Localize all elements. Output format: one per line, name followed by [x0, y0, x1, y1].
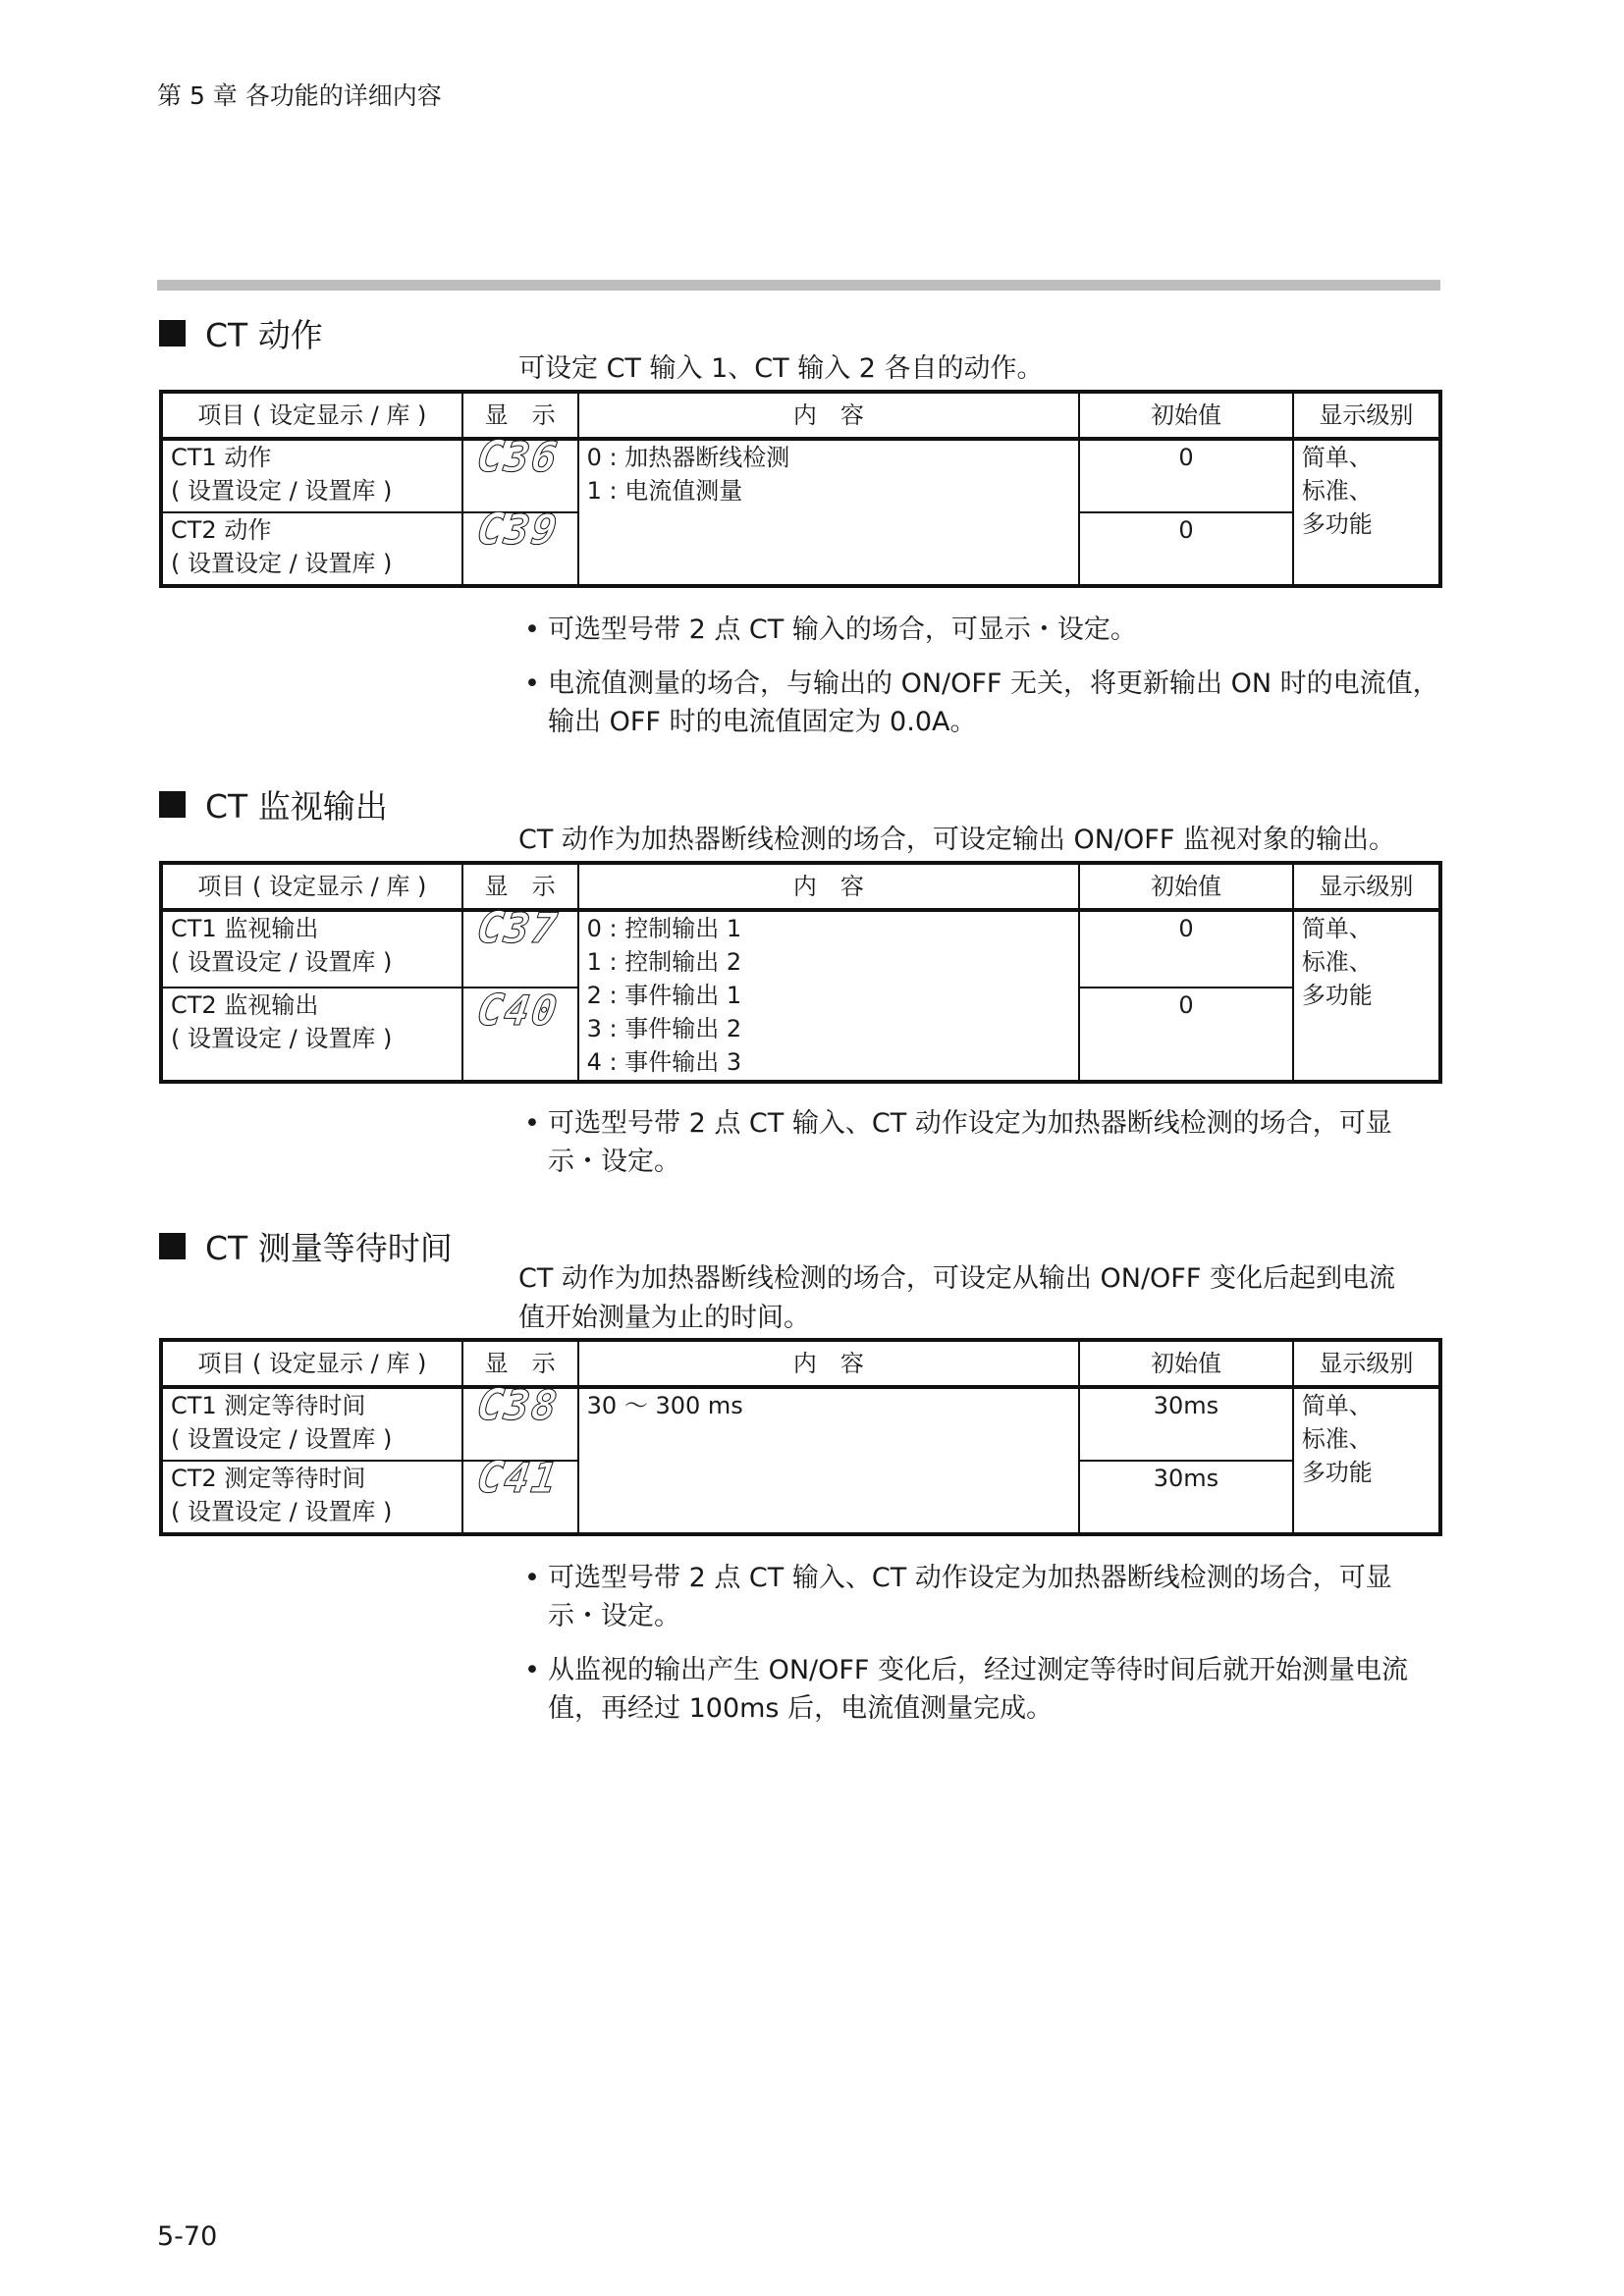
note-line: 可选型号带 2 点 CT 输入、CT 动作设定为加热器断线检测的场合，可显	[548, 1563, 1392, 1593]
item-cell	[161, 439, 462, 512]
col-header-item: 项目 ( 设定显示 / 库 )	[161, 1340, 462, 1387]
note-line: 电流值测量的场合，与输出的 ON/OFF 无关，将更新输出 ON 时的电流值，	[548, 668, 1439, 699]
section-intro	[518, 349, 1443, 389]
segment-prefix: C	[473, 986, 509, 1036]
col-header-display: 显 示	[462, 392, 578, 439]
intro-line: 可设定 CT 输入 1、CT 输入 2 各自的动作。	[518, 353, 1044, 384]
level-text: 标准、	[1301, 1425, 1373, 1453]
display-cell	[462, 988, 578, 1082]
item-subtitle: ( 设置设定 / 设置库 )	[171, 1498, 393, 1525]
level-text: 简单、	[1301, 1392, 1373, 1419]
note-item	[524, 665, 1467, 741]
content-option: 4 : 事件输出 3	[586, 1048, 742, 1076]
item-name: CT1 测定等待时间	[171, 1392, 366, 1419]
col-header-initial: 初始值	[1079, 863, 1293, 910]
level-text: 简单、	[1301, 444, 1373, 471]
item-cell	[161, 1387, 462, 1461]
item-name: CT2 监视输出	[171, 991, 319, 1019]
spec-table-ct-wait-time	[159, 1338, 1442, 1536]
section-title-ct-action	[159, 310, 323, 356]
segment-prefix: C	[473, 432, 509, 482]
level-text: 标准、	[1301, 477, 1373, 505]
display-cell	[462, 1380, 578, 1461]
level-text: 多功能	[1301, 982, 1373, 1009]
section-title-ct-wait-time	[159, 1223, 453, 1269]
content-option: 30 ～ 300 ms	[586, 1392, 743, 1419]
square-bullet-icon	[159, 791, 186, 818]
content-cell	[578, 910, 1079, 1082]
content-option: 0 : 加热器断线检测	[586, 444, 790, 471]
segment-number: 41	[501, 1454, 563, 1502]
table-header-row	[161, 1340, 1440, 1387]
display-level-cell	[1293, 1387, 1440, 1534]
table-row	[161, 439, 1440, 512]
display-level-cell	[1293, 439, 1440, 586]
segment-number: 38	[501, 1381, 563, 1429]
bullet-dot-icon: •	[524, 1563, 540, 1593]
bullet-dot-icon: •	[524, 668, 540, 699]
col-header-content: 内 容	[578, 863, 1079, 910]
section-intro	[518, 1259, 1443, 1338]
item-name: CT2 测定等待时间	[171, 1465, 366, 1492]
content-cell	[578, 1387, 1079, 1534]
level-text: 多功能	[1301, 1459, 1373, 1486]
item-subtitle: ( 设置设定 / 设置库 )	[171, 550, 393, 577]
col-header-initial: 初始值	[1079, 392, 1293, 439]
bullet-dot-icon: •	[524, 1655, 540, 1685]
note-line: 输出 OFF 时的电流值固定为 0.0A。	[548, 707, 977, 737]
segment-number: 36	[501, 433, 563, 481]
item-subtitle: ( 设置设定 / 设置库 )	[171, 1025, 393, 1052]
content-option: 1 : 控制输出 2	[586, 948, 742, 976]
col-header-item: 项目 ( 设定显示 / 库 )	[161, 392, 462, 439]
col-header-display: 显 示	[462, 1340, 578, 1387]
initial-value-cell: 30ms	[1079, 1461, 1293, 1534]
seven-segment-display	[471, 505, 569, 555]
col-header-content: 内 容	[578, 392, 1079, 439]
section-divider-rule	[157, 280, 1440, 291]
col-header-content: 内 容	[578, 1340, 1079, 1387]
item-cell	[161, 1461, 462, 1534]
square-bullet-icon	[159, 320, 186, 347]
display-cell	[462, 903, 578, 988]
col-header-level: 显示级别	[1293, 1340, 1440, 1387]
note-line: 可选型号带 2 点 CT 输入、CT 动作设定为加热器断线检测的场合，可显	[548, 1108, 1392, 1139]
intro-line: CT 动作为加热器断线检测的场合，可设定输出 ON/OFF 监视对象的输出。	[518, 825, 1395, 855]
note-line: 示・设定。	[548, 1601, 680, 1631]
section-title-text: CT 动作	[205, 316, 323, 354]
item-cell	[161, 512, 462, 586]
section-intro	[518, 821, 1443, 860]
seven-segment-display	[471, 903, 569, 953]
col-header-display: 显 示	[462, 863, 578, 910]
initial-value-cell: 0	[1079, 512, 1293, 586]
level-text: 多功能	[1301, 510, 1373, 538]
table-row	[161, 1387, 1440, 1461]
content-option: 3 : 事件输出 2	[586, 1015, 742, 1042]
bullet-dot-icon: •	[524, 1108, 540, 1139]
chapter-header: 第 5 章 各功能的详细内容	[157, 81, 442, 110]
display-cell	[462, 505, 578, 586]
item-name: CT1 动作	[171, 444, 272, 471]
note-line: 可选型号带 2 点 CT 输入的场合，可显示・设定。	[548, 614, 1137, 645]
segment-number: 40	[501, 987, 563, 1035]
square-bullet-icon	[159, 1233, 186, 1259]
spec-table-ct-monitor-output	[159, 861, 1442, 1084]
section-title-text: CT 监视输出	[205, 787, 388, 826]
note-line: 值，再经过 100ms 后，电流值测量完成。	[548, 1693, 1054, 1724]
table-header-row	[161, 863, 1440, 910]
item-cell	[161, 910, 462, 988]
col-header-item: 项目 ( 设定显示 / 库 )	[161, 863, 462, 910]
note-item	[524, 1559, 1467, 1635]
item-subtitle: ( 设置设定 / 设置库 )	[171, 1425, 393, 1453]
intro-line: 值开始测量为止的时间。	[518, 1303, 810, 1333]
segment-number: 39	[501, 506, 563, 554]
initial-value-cell: 0	[1079, 439, 1293, 512]
segment-prefix: C	[473, 1380, 509, 1430]
table-row	[161, 910, 1440, 988]
item-cell	[161, 988, 462, 1082]
initial-value-cell: 30ms	[1079, 1387, 1293, 1461]
display-cell	[462, 432, 578, 512]
content-option: 2 : 事件输出 1	[586, 982, 742, 1009]
col-header-level: 显示级别	[1293, 863, 1440, 910]
display-cell	[462, 1453, 578, 1534]
spec-table-ct-action	[159, 390, 1442, 588]
note-line: 从监视的输出产生 ON/OFF 变化后，经过测定等待时间后就开始测量电流	[548, 1655, 1409, 1685]
table-header-row	[161, 392, 1440, 439]
note-line: 示・设定。	[548, 1147, 680, 1177]
content-option: 0 : 控制输出 1	[586, 915, 742, 942]
seven-segment-display	[471, 1453, 569, 1503]
section-title-ct-monitor-output	[159, 781, 388, 828]
note-item	[524, 1104, 1467, 1181]
item-subtitle: ( 设置设定 / 设置库 )	[171, 477, 393, 505]
item-name: CT1 监视输出	[171, 915, 319, 942]
segment-prefix: C	[473, 1453, 509, 1503]
content-cell	[578, 439, 1079, 586]
level-text: 标准、	[1301, 948, 1373, 976]
content-option: 1 : 电流值测量	[586, 477, 743, 505]
note-item	[524, 611, 1467, 649]
seven-segment-display	[471, 1380, 569, 1430]
segment-prefix: C	[473, 903, 509, 953]
seven-segment-display	[471, 432, 569, 482]
display-level-cell	[1293, 910, 1440, 1082]
initial-value-cell: 0	[1079, 910, 1293, 988]
bullet-dot-icon: •	[524, 614, 540, 645]
page-number: 5-70	[157, 2221, 218, 2252]
note-item	[524, 1651, 1467, 1728]
seven-segment-display	[471, 986, 569, 1036]
col-header-initial: 初始值	[1079, 1340, 1293, 1387]
initial-value-cell: 0	[1079, 988, 1293, 1082]
section-title-text: CT 测量等待时间	[205, 1229, 453, 1267]
intro-line: CT 动作为加热器断线检测的场合，可设定从输出 ON/OFF 变化后起到电流	[518, 1263, 1395, 1294]
level-text: 简单、	[1301, 915, 1373, 942]
col-header-level: 显示级别	[1293, 392, 1440, 439]
item-name: CT2 动作	[171, 516, 272, 544]
segment-number: 37	[501, 904, 563, 952]
segment-prefix: C	[473, 505, 509, 555]
item-subtitle: ( 设置设定 / 设置库 )	[171, 948, 393, 976]
